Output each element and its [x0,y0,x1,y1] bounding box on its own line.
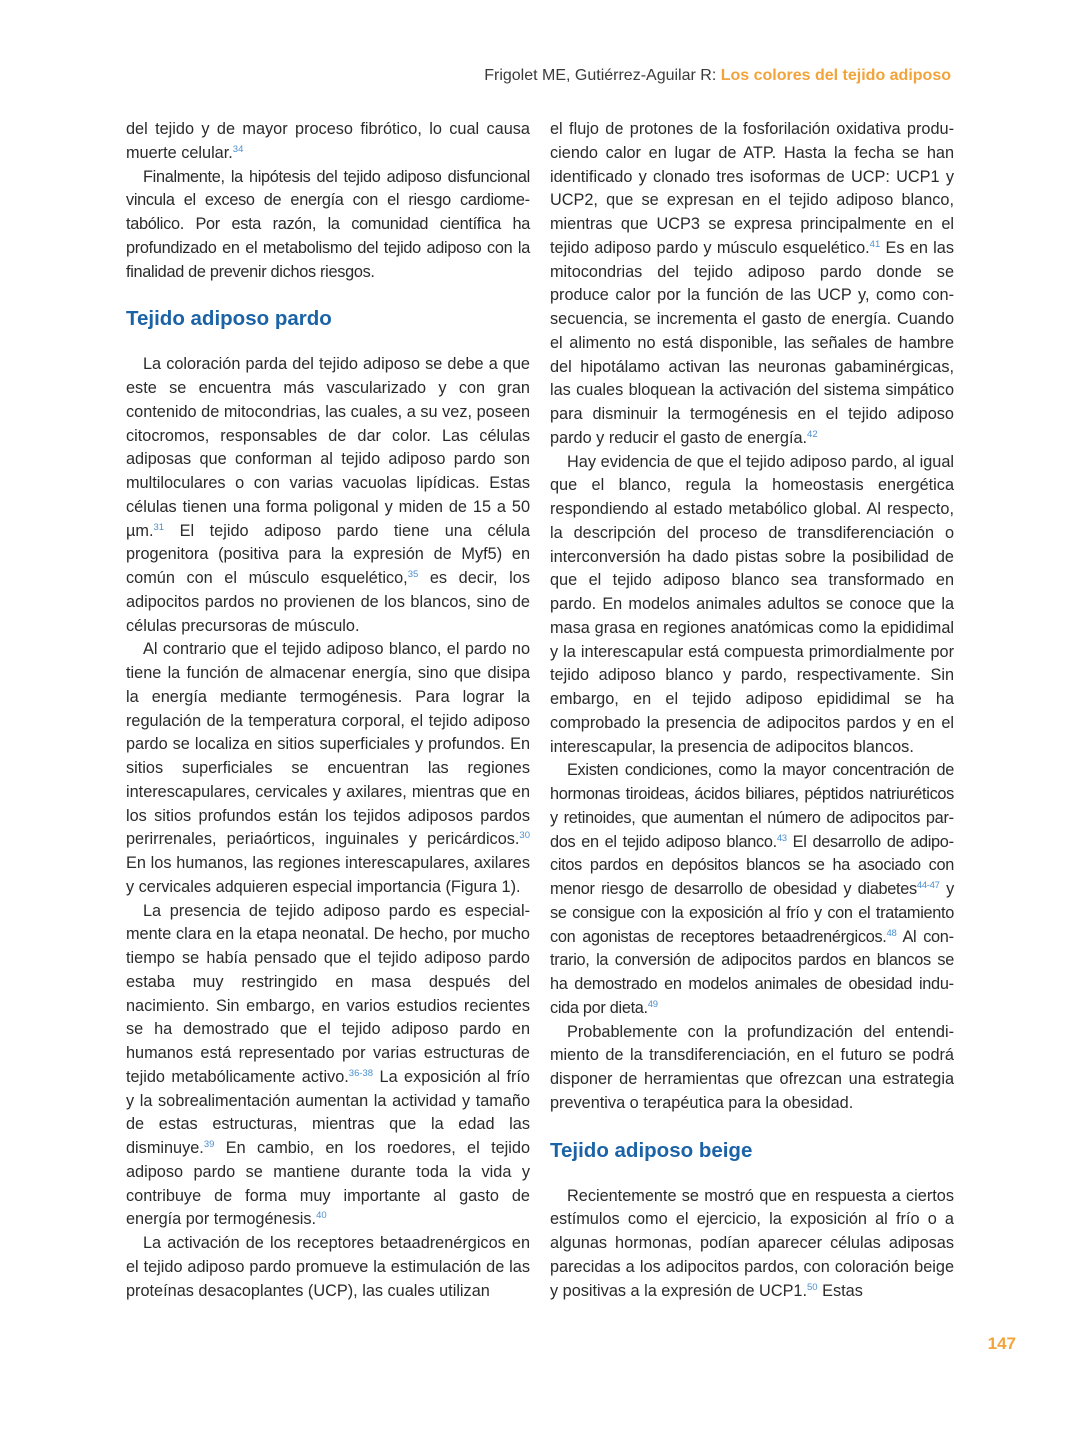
left-paragraph-3 [126,353,530,638]
right-paragraph-2: Hay evidencia de que el tejido adiposo pardo, al igual que el blanco, regula la homeostasis energética respondiendo al estado metabólico global. Al respecto, la descripción del proceso de transdiferenciación o interconversión ha dado pistas sobre la posibilidad de que el tejido adiposo blanco sea transformado en pardo. En modelos animales adultos se conoce que la masa grasa en regiones anatómicas como la epididimal y la interescapular está compuesta primordialmente por tejido adiposo blanco y pardo, respectivamente. Sin embargo, en el tejido adiposo epididimal se ha comprobado la presencia de adipocitos pardos y en el interescapular, la presencia de adipocitos blancos. [550,452,954,756]
paragraph-text: Estas [817,1281,863,1300]
left-paragraph-1 [126,118,530,166]
citation-ref: 35 [407,569,419,580]
citation-ref: 40 [316,1210,327,1222]
left-paragraph-5 [126,900,530,1233]
paragraph-text: El desarrollo de adipocitos pardos en depósitos blancos se ha asociado con menor riesgo de desarrollo de obesidad y diabetes [550,832,954,898]
citation-ref: 49 [647,998,658,1010]
right-paragraph-4: Probablemente con la profundización del entendimiento de la transdiferenciación, en el futuro se podrá disponer de herramientas que ofrezcan una estrategia preventiva o terapéutica para la obesidad. [550,1022,954,1112]
right-paragraph-5 [550,1185,954,1304]
citation-ref: 44-47 [916,880,940,891]
citation-ref: 36-38 [348,1067,374,1079]
right-paragraph-3 [550,759,954,1020]
paragraph-text: Existen condiciones, como la mayor concentración de hormonas tiroideas, ácidos biliares, péptidos natriuréticos y retinoides, que aumentan el número de adipocitos pardos en el tejido adiposo blanco. [550,761,954,851]
paragraph-text: El tejido adiposo pardo tiene una célula progenitora (positiva para la expresión de Myf5) en común con el músculo esquelético, [126,521,530,587]
paragraph-text: La presencia de tejido adiposo pardo es especialmente clara en la etapa neonatal. De hecho, por mucho tiempo se había pensado que el tejido adiposo pardo estaba muy restringido en masa después del nacimiento. Sin embargo, en varios estudios recientes se ha demostrado que el tejido adiposo pardo en humanos está representado por varias estructuras de tejido metabólicamente activo. [126,901,530,1086]
right-paragraph-1 [550,118,954,451]
right-column [550,118,954,1303]
left-paragraph-4 [126,638,530,899]
page-number: 147 [987,1334,1016,1353]
citation-ref: 39 [203,1139,215,1150]
left-column [126,118,530,1303]
citation-ref: 30 [519,830,530,842]
citation-ref: 41 [869,238,881,250]
paragraph-text: La exposición al frío y la sobrealimentación aumentan la actividad y tamaño de estas estructuras, mientras que la edad las disminuye. [126,1067,530,1157]
paragraph-text: y se consigue con la exposición al frío y con el tratamiento con agonistas de receptores betaadrenérgicos. [550,880,954,946]
section-heading-tejido-pardo: Tejido adiposo pardo [126,307,332,331]
paragraph-text: Recientemente se mostró que en respuesta a ciertos estímulos como el ejercicio, la exposición al frío o a algunas hormonas, podían aparecer células adiposas parecidas a los adipocitos pardos, con coloración beige y positivas a la expresión de UCP1. [550,1186,954,1300]
paragraph-text: En los humanos, las regiones interescapulares, axilares y cervicales adquieren especial importancia (Figura 1). [126,854,530,896]
paragraph-text: Al contrario, la conversión de adipocitos pardos en blancos se ha demostrado en modelos animales de obesidad inducida por dieta. [550,927,954,1017]
citation-ref: 43 [776,832,787,844]
citation-ref: 31 [153,521,165,533]
paragraph-text: En cambio, en los roedores, el tejido adiposo pardo se mantiene durante toda la vida y contribuye de forma muy importante al gasto de energía por termogénesis. [126,1139,530,1229]
citation-ref: 34 [232,143,244,155]
citation-ref: 48 [886,927,897,939]
citation-ref: 50 [807,1281,818,1293]
left-paragraph-6: La activación de los receptores betaadrenérgicos en el tejido adiposo pardo promueve la estimulación de las proteínas desacoplantes (UCP), las cuales utilizan [126,1234,530,1300]
section-heading-tejido-beige: Tejido adiposo beige [550,1138,753,1162]
paragraph-text: es decir, los adipocitos pardos no provienen de los blancos, sino de células precursoras de músculo. [126,569,530,635]
paragraph-text: La coloración parda del tejido adiposo se debe a que este se encuentra más vascularizado y con gran contenido de mitocondrias, las cuales, a su vez, poseen citocromos, responsables de dar color. Las células adiposas que conforman al tejido adiposo pardo son multiloculares o con varias vacuolas lipídicas. Estas células tienen una forma poligonal y miden de 15 a 50 µm. [126,355,530,540]
running-header [484,67,951,85]
left-paragraph-2: Finalmente, la hipótesis del tejido adiposo disfuncional vincula el exceso de energía con el riesgo cardiometabólico. Por esta razón, la comunidad científica ha profundizado en el metabolismo del tejido adiposo con la finalidad de prevenir dichos riesgos. [126,167,530,281]
paragraph-text: del tejido y de mayor proceso fibrótico, lo cual causa muerte celular. [126,120,530,162]
header-article-title: Los colores del tejido adiposo [720,67,951,84]
paragraph-text: Es en las mitocondrias del tejido adiposo pardo donde se produce calor por la función de las UCP y, como consecuencia, se incrementa el gasto de energía. Cuando el alimento no está disponible, las señales de hambre del hipotálamo activan las neuronas gabaminérgicas, las cuales bloquean la activación del sistema simpático para disminuir la termogénesis en el tejido adiposo pardo y reducir el gasto de energía. [550,238,954,447]
citation-ref: 42 [807,428,818,440]
paragraph-text: el flujo de protones de la fosforilación oxidativa produciendo calor en lugar de ATP. Hasta la fecha se han identificado y clonado tres isoformas de UCP: UCP1 y UCP2, que se expresan en el tejido adiposo blanco, mientras que UCP3 se expresa principalmente en el tejido adiposo pardo y músculo esquelético. [550,120,954,257]
paragraph-text: Al contrario que el tejido adiposo blanco, el pardo no tiene la función de almacenar energía, sino que disipa la energía mediante termogénesis. Para lograr la regulación de la temperatura corporal, el tejido adiposo pardo se localiza en sitios superficiales y profundos. En sitios superficiales se encuentran las regiones interescapulares, cervicales y axilares, mientras que en los sitios profundos están los tejidos adiposos pardos perirrenales, periaórticos, inguinales y pericárdicos. [126,640,530,849]
header-authors: Frigolet ME, Gutiérrez-Aguilar R: [484,67,721,84]
